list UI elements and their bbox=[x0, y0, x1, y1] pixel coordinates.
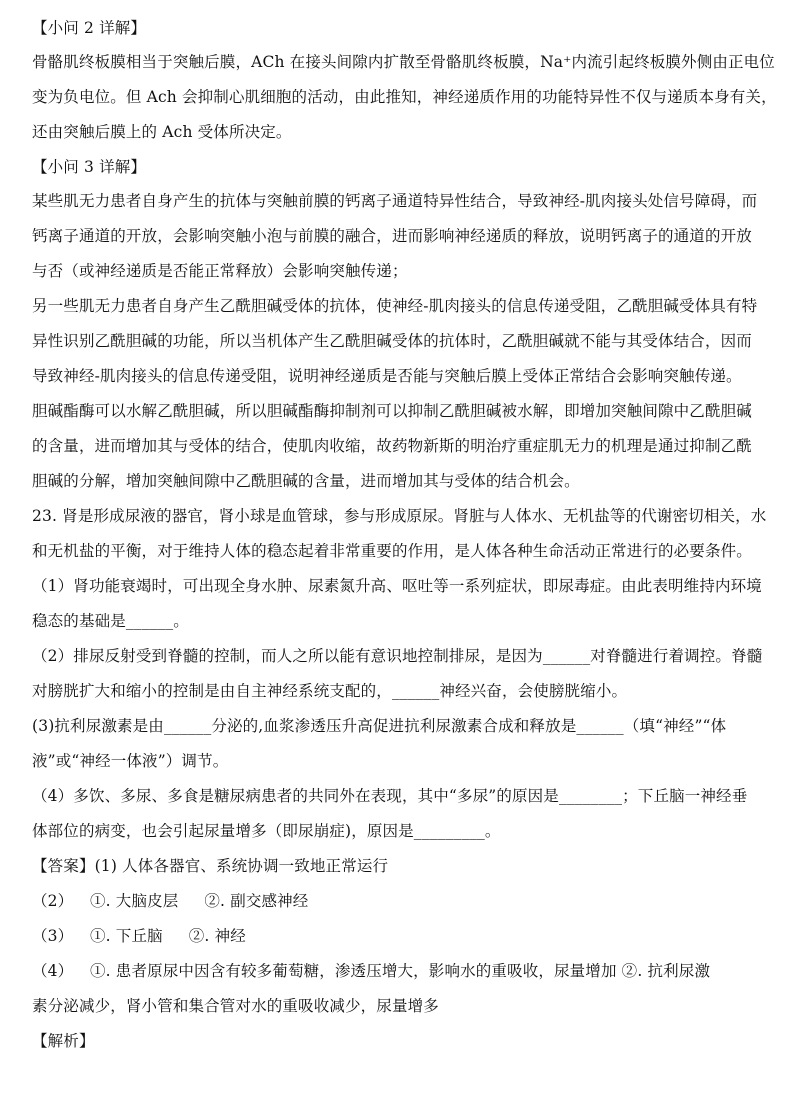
answer-line-4 bbox=[32, 960, 772, 983]
answer-3-number: （3） bbox=[32, 927, 74, 945]
q3-para1-line-2: 钙离子通道的开放，会影响突触小泡与前膜的融合，进而影响神经递质的释放，说明钙离子的通道的开放 bbox=[32, 227, 752, 245]
q2-line-1: 骨骼肌终板膜相当于突触后膜，ACh 在接头间隙内扩散至骨骼肌终板膜，Na⁺内流引起终板膜外侧由正电位 bbox=[32, 53, 775, 71]
question-23-part2-line-2: 对膀胱扩大和缩小的控制是由自主神经系统支配的，______神经兴奋，会使膀胱缩小。 bbox=[32, 682, 628, 700]
answer-2-option-2: ②. 副交感神经 bbox=[204, 892, 309, 910]
q3-para1-line-3: 与否（或神经递质是否能正常释放）会影响突触传递； bbox=[32, 262, 408, 280]
q3-para1-line-1: 某些肌无力患者自身产生的抗体与突触前膜的钙离子通道特异性结合，导致神经-肌肉接头处信号障碍，而 bbox=[32, 192, 758, 210]
q3-para2-line-1: 另一些肌无力患者自身产生乙酰胆碱受体的抗体，使神经-肌肉接头的信息传递受阻，乙酰胆碱受体具有特 bbox=[32, 297, 758, 315]
answer-line-2 bbox=[32, 890, 772, 913]
answer-3-option-2: ②. 神经 bbox=[188, 927, 246, 945]
question-23-part4-line-2: 体部位的病变，也会引起尿量增多（即尿崩症)，原因是_________。 bbox=[32, 822, 501, 840]
question-23-part2-line-1: （2）排尿反射受到脊髓的控制，而人之所以能有意识地控制排尿，是因为______对脊髓进行着调控。脊髓 bbox=[32, 647, 763, 665]
answer-3-option-1: ①. 下丘脑 bbox=[90, 927, 163, 945]
q3-para2-line-3: 导致神经-肌肉接头的信息传递受阻，说明神经递质是否能与突触后膜上受体正常结合会影响突触传递。 bbox=[32, 367, 742, 385]
question-23-intro-line-1: 23. 肾是形成尿液的器官，肾小球是血管球，参与形成原尿。肾脏与人体水、无机盐等的代谢密切相关，水 bbox=[32, 507, 767, 525]
question-23-part3-line-1: (3)抗利尿激素是由______分泌的,血浆渗透压升高促进抗利尿激素合成和释放是______（填“神经”“体 bbox=[32, 717, 727, 735]
answer-4-number: （4） bbox=[32, 962, 74, 980]
q3-para3-line-1: 胆碱酯酶可以水解乙酰胆碱，所以胆碱酯酶抑制剂可以抑制乙酰胆碱被水解，即增加突触间隙中乙酰胆碱 bbox=[32, 402, 752, 420]
q2-line-2: 变为负电位。但 Ach 会抑制心肌细胞的活动，由此推知，神经递质作用的功能特异性不仅与递质本身有关， bbox=[32, 88, 777, 106]
answer-2-number: （2） bbox=[32, 892, 74, 910]
question-23-intro-line-2: 和无机盐的平衡，对于维持人体的稳态起着非常重要的作用，是人体各种生命活动正常进行的必要条件。 bbox=[32, 542, 752, 560]
answer-line-1 bbox=[32, 855, 772, 878]
q2-line-3: 还由突触后膜上的 Ach 受体所决定。 bbox=[32, 123, 292, 141]
answer-4-text-line-2: 素分泌减少，肾小管和集合管对水的重吸收减少，尿量增多 bbox=[32, 997, 439, 1015]
document-page bbox=[32, 14, 777, 1053]
answer-label: 【答案】 bbox=[32, 857, 95, 875]
question-23-part1-line-1: （1）肾功能衰竭时，可出现全身水肿、尿素氮升高、呕吐等一系列症状，即尿毒症。由此表明维持内环境 bbox=[32, 577, 762, 595]
answer-4-text-line-1: ①. 患者原尿中因含有较多葡萄糖，渗透压增大，影响水的重吸收，尿量增加 ②. 抗利尿激 bbox=[90, 962, 711, 980]
analysis-label: 【解析】 bbox=[32, 1032, 95, 1050]
answer-2-option-1: ①. 大脑皮层 bbox=[90, 892, 179, 910]
question-23-part4-line-1: （4）多饮、多尿、多食是糖尿病患者的共同外在表现，其中“多尿”的原因是________；下丘脑一神经垂 bbox=[32, 787, 748, 805]
q3-para2-line-2: 异性识别乙酰胆碱的功能，所以当机体产生乙酰胆碱受体的抗体时，乙酰胆碱就不能与其受体结合，因而 bbox=[32, 332, 752, 350]
question-23-part1-line-2: 稳态的基础是______。 bbox=[32, 612, 189, 630]
answer-line-3 bbox=[32, 925, 772, 948]
answer-1: (1) 人体各器官、系统协调一致地正常运行 bbox=[94, 857, 389, 875]
q3-para3-line-3: 胆碱的分解，增加突触间隙中乙酰胆碱的含量，进而增加其与受体的结合机会。 bbox=[32, 472, 580, 490]
subquestion-3-heading: 【小问 3 详解】 bbox=[32, 158, 147, 176]
q3-para3-line-2: 的含量，进而增加其与受体的结合，使肌肉收缩，故药物新斯的明治疗重症肌无力的机理是通过抑制乙酰 bbox=[32, 437, 752, 455]
question-23-part3-line-2: 液”或“神经一体液”）调节。 bbox=[32, 752, 229, 770]
subquestion-2-heading: 【小问 2 详解】 bbox=[32, 19, 147, 37]
